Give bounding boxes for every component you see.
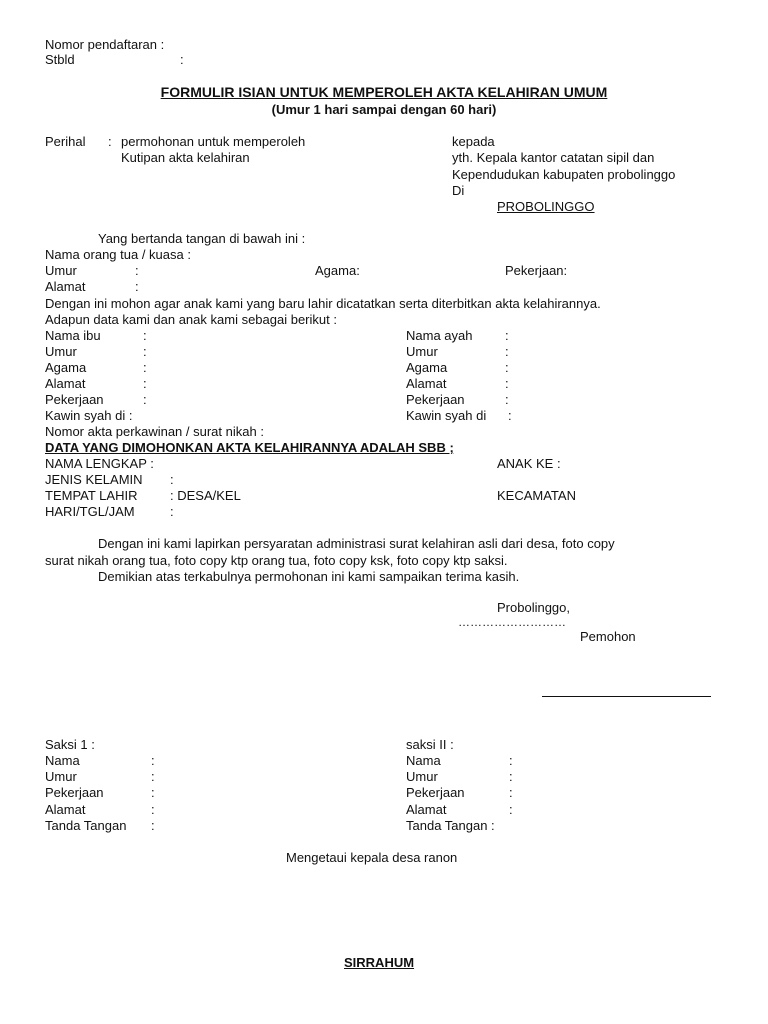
- applicant-alamat-colon: :: [135, 279, 139, 294]
- village-head-acknowledgement: Mengetaui kepala desa ranon: [286, 850, 458, 865]
- parent-name-label: Nama orang tua / kuasa :: [45, 247, 191, 262]
- mother-field-label: Pekerjaan: [45, 392, 104, 407]
- witness1-field-colon: :: [151, 802, 155, 817]
- mother-field-label: Kawin syah di :: [45, 408, 133, 423]
- child-full-name-label: NAMA LENGKAP :: [45, 456, 154, 471]
- father-field-colon: :: [505, 328, 509, 343]
- witness1-heading: Saksi 1 :: [45, 737, 95, 752]
- witness1-field-label: Nama: [45, 753, 80, 768]
- mother-field-colon: :: [143, 376, 147, 391]
- father-field-colon: :: [505, 376, 509, 391]
- father-field-colon: :: [505, 360, 509, 375]
- mother-field-colon: :: [143, 328, 147, 343]
- child-order-label: ANAK KE :: [497, 456, 561, 471]
- child-section-heading: DATA YANG DIMOHONKAN AKTA KELAHIRANNYA ADALAH SBB ;: [45, 440, 454, 455]
- witness1-field-colon: :: [151, 785, 155, 800]
- perihal-line2: Kutipan akta kelahiran: [121, 150, 250, 165]
- witness1-field-label: Umur: [45, 769, 77, 784]
- stbld-label: Stbld: [45, 52, 75, 67]
- recipient-line1: kepada: [452, 134, 495, 149]
- father-field-label: Alamat: [406, 376, 447, 391]
- recipient-line3: Kependudukan kabupaten probolinggo: [452, 167, 676, 182]
- form-subtitle: (Umur 1 hari sampai dengan 60 hari): [271, 102, 497, 117]
- applicant-agama-label: Agama:: [315, 263, 360, 278]
- witness1-field-colon: :: [151, 818, 155, 833]
- applicant-umur-colon: :: [135, 263, 139, 278]
- father-field-label: Pekerjaan: [406, 392, 465, 407]
- witness2-heading: saksi II :: [406, 737, 454, 752]
- witness2-field-label: Nama: [406, 753, 441, 768]
- signature-city: Probolinggo,: [497, 600, 570, 615]
- mother-field-colon: :: [143, 360, 147, 375]
- father-field-colon: :: [508, 408, 512, 423]
- mother-field-colon: :: [143, 392, 147, 407]
- recipient-line4: Di: [452, 183, 465, 198]
- village-head-name: SIRRAHUM: [344, 955, 415, 970]
- perihal-colon: :: [108, 134, 112, 149]
- closing-line2: surat nikah orang tua, foto copy ktp orang tua, foto copy ksk, foto copy ktp saksi.: [45, 553, 508, 568]
- closing-line1: Dengan ini kami lapirkan persyaratan administrasi surat kelahiran asli dari desa, foto copy: [98, 536, 615, 551]
- witness2-field-colon: :: [509, 802, 513, 817]
- applicant-umur-label: Umur: [45, 263, 77, 278]
- witness1-field-label: Alamat: [45, 802, 86, 817]
- applicant-intro: Yang bertanda tangan di bawah ini :: [98, 231, 306, 246]
- child-birth-date-label: HARI/TGL/JAM: [45, 504, 135, 519]
- recipient-line2: yth. Kepala kantor catatan sipil dan: [452, 150, 655, 165]
- closing-line3: Demikian atas terkabulnya permohonan ini kami sampaikan terima kasih.: [98, 569, 520, 584]
- signature-date-dots: ………………………: [458, 615, 566, 629]
- form-title: FORMULIR ISIAN UNTUK MEMPEROLEH AKTA KELAHIRAN UMUM: [160, 84, 608, 100]
- father-field-label: Nama ayah: [406, 328, 473, 343]
- child-village-label: : DESA/KEL: [170, 488, 241, 503]
- father-field-colon: :: [505, 344, 509, 359]
- signature-line: [542, 696, 711, 697]
- child-district-label: KECAMATAN: [497, 488, 576, 503]
- mother-field-label: Umur: [45, 344, 77, 359]
- witness2-field-label: Tanda Tangan :: [406, 818, 495, 833]
- father-field-label: Agama: [406, 360, 448, 375]
- statement-register: Dengan ini mohon agar anak kami yang baru lahir dicatatkan serta diterbitkan akta kelahirannya.: [45, 296, 601, 311]
- father-field-colon: :: [505, 392, 509, 407]
- mother-field-label: Agama: [45, 360, 87, 375]
- witness1-field-colon: :: [151, 769, 155, 784]
- witness2-field-label: Alamat: [406, 802, 447, 817]
- witness1-field-label: Pekerjaan: [45, 785, 104, 800]
- witness2-field-label: Pekerjaan: [406, 785, 465, 800]
- perihal-line1: permohonan untuk memperoleh: [121, 134, 306, 149]
- mother-field-colon: :: [143, 344, 147, 359]
- mother-field-label: Alamat: [45, 376, 86, 391]
- stbld-colon: :: [180, 52, 184, 67]
- witness1-field-colon: :: [151, 753, 155, 768]
- mother-field-label: Nama ibu: [45, 328, 101, 343]
- nomor-pendaftaran-label: Nomor pendaftaran :: [45, 37, 165, 52]
- applicant-alamat-label: Alamat: [45, 279, 86, 294]
- recipient-city: PROBOLINGGO: [497, 199, 595, 214]
- father-field-label: Umur: [406, 344, 438, 359]
- child-birth-date-colon: :: [170, 504, 174, 519]
- statement-data-intro: Adapun data kami dan anak kami sebagai berikut :: [45, 312, 337, 327]
- child-gender-colon: :: [170, 472, 174, 487]
- signature-role: Pemohon: [580, 629, 636, 644]
- witness2-field-colon: :: [509, 785, 513, 800]
- child-gender-label: JENIS KELAMIN: [45, 472, 143, 487]
- witness2-field-colon: :: [509, 753, 513, 768]
- witness2-field-colon: :: [509, 769, 513, 784]
- applicant-pekerjaan-label: Pekerjaan:: [505, 263, 568, 278]
- marriage-certificate-label: Nomor akta perkawinan / surat nikah :: [45, 424, 264, 439]
- perihal-label: Perihal: [45, 134, 86, 149]
- father-field-label: Kawin syah di: [406, 408, 487, 423]
- witness1-field-label: Tanda Tangan: [45, 818, 127, 833]
- child-birthplace-label: TEMPAT LAHIR: [45, 488, 138, 503]
- witness2-field-label: Umur: [406, 769, 438, 784]
